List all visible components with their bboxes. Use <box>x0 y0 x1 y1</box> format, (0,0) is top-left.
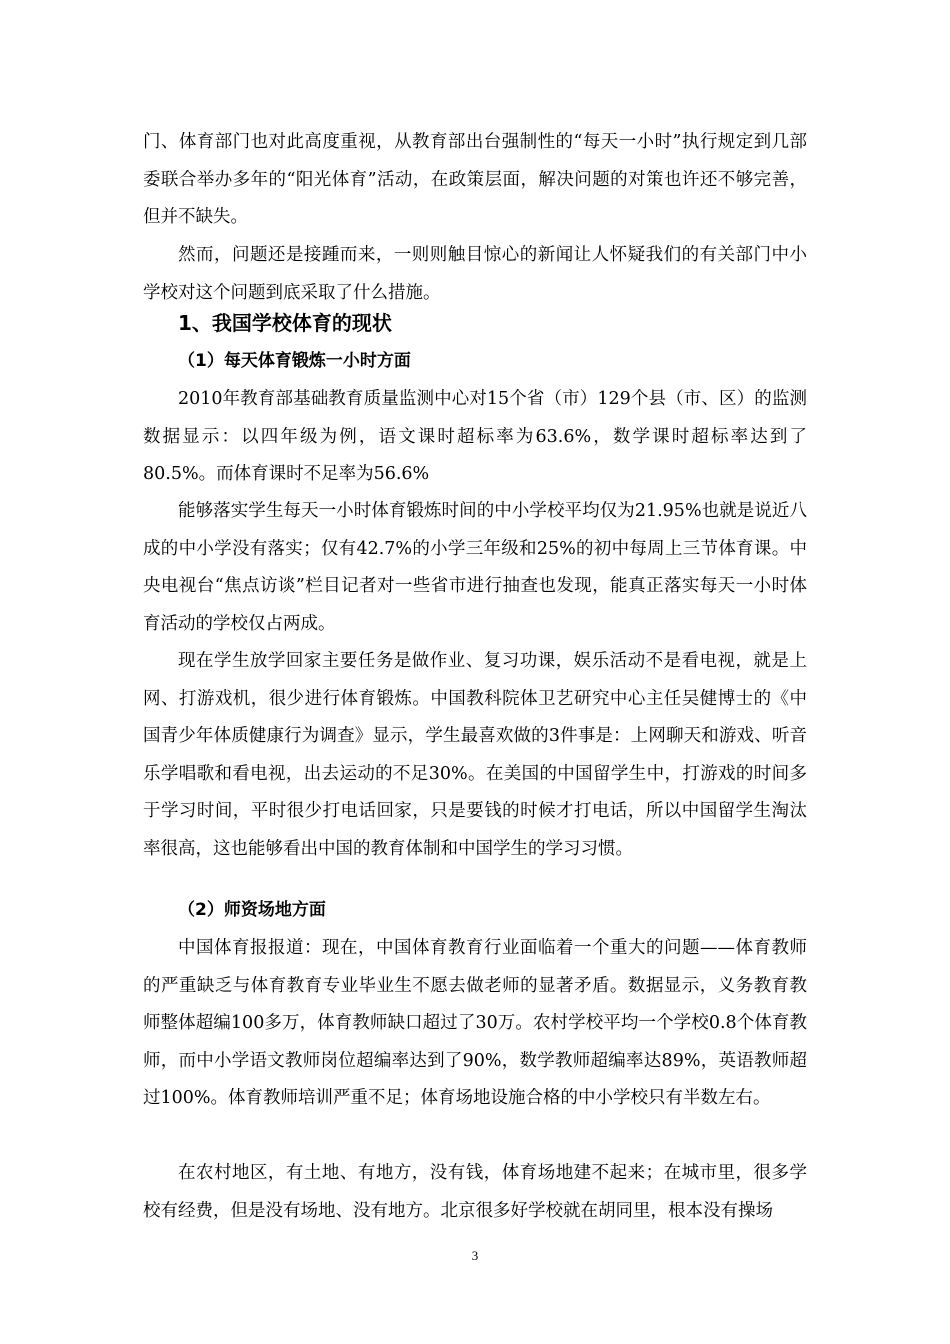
paragraph-student-habits: 现在学生放学回家主要任务是做作业、复习功课，娱乐活动不是看电视，就是上网、打游戏机，很少进行体育锻炼。中国教科院体卫艺研究中心主任吴健博士的《中国青少年体质健康行为调查》显示，学生最喜欢做的3件事是：上网聊天和游戏、听音乐学唱歌和看电视，出去运动的不足30%。在美国的中国留学生中，打游戏的时间多于学习时间，平时很少打电话回家，只是要钱的时候才打电话，所以中国留学生淘汰率很高，这也能够看出中国的教育体制和中国学生的学习习惯。 <box>143 651 807 859</box>
subsection-heading-daily-exercise: （1）每天体育锻炼一小时方面 <box>178 351 411 371</box>
paragraph-monitoring-data: 2010年教育部基础教育质量监测中心对15个省（市）129个县（市、区）的监测数据显示：以四年级为例，语文课时超标率为63.6%，数学课时超标率达到了80.5%。而体育课时不足率为56.6% <box>143 389 807 484</box>
paragraph-implementation-rate: 能够落实学生每天一小时体育锻炼时间的中小学校平均仅为21.95%也就是说近八成的中小学没有落实；仅有42.7%的小学三年级和25%的初中每周上三节体育课。中央电视台“焦点访谈”栏目记者对一些省市进行抽查也发现，能真正落实每天一小时体育活动的学校仅占两成。 <box>143 501 807 634</box>
paragraph-teacher-shortage: 中国体育报报道：现在，中国体育教育行业面临着一个重大的问题——体育教师的严重缺乏与体育教育专业毕业生不愿去做老师的显著矛盾。数据显示，义务教育教师整体超编100多万，体育教师缺口超过了30万。农村学校平均一个学校0.8个体育教师，而中小学语文教师岗位超编率达到了90%，数学教师超编率达89%，英语教师超过100%。体育教师培训严重不足；体育场地设施合格的中小学校只有半数左右。 <box>143 938 807 1108</box>
paragraph-problem: 然而，问题还是接踵而来，一则则触目惊心的新闻让人怀疑我们的有关部门中小学校对这个问题到底采取了什么措施。 <box>143 245 807 303</box>
section-heading-status: 1、我国学校体育的现状 <box>178 311 392 335</box>
paragraph-venues: 在农村地区，有土地、有地方，没有钱，体育场地建不起来；在城市里，很多学校有经费，但是没有场地、没有地方。北京很多好学校就在胡同里，根本没有操场 <box>143 1163 807 1221</box>
paragraph-policy: 门、体育部门也对此高度重视，从教育部出台强制性的“每天一小时”执行规定到几部委联合举办多年的“阳光体育”活动，在政策层面，解决问题的对策也许还不够完善，但并不缺失。 <box>143 132 807 227</box>
page-number: 3 <box>471 1248 479 1263</box>
subsection-heading-teachers-venues: （2）师资场地方面 <box>178 900 326 920</box>
